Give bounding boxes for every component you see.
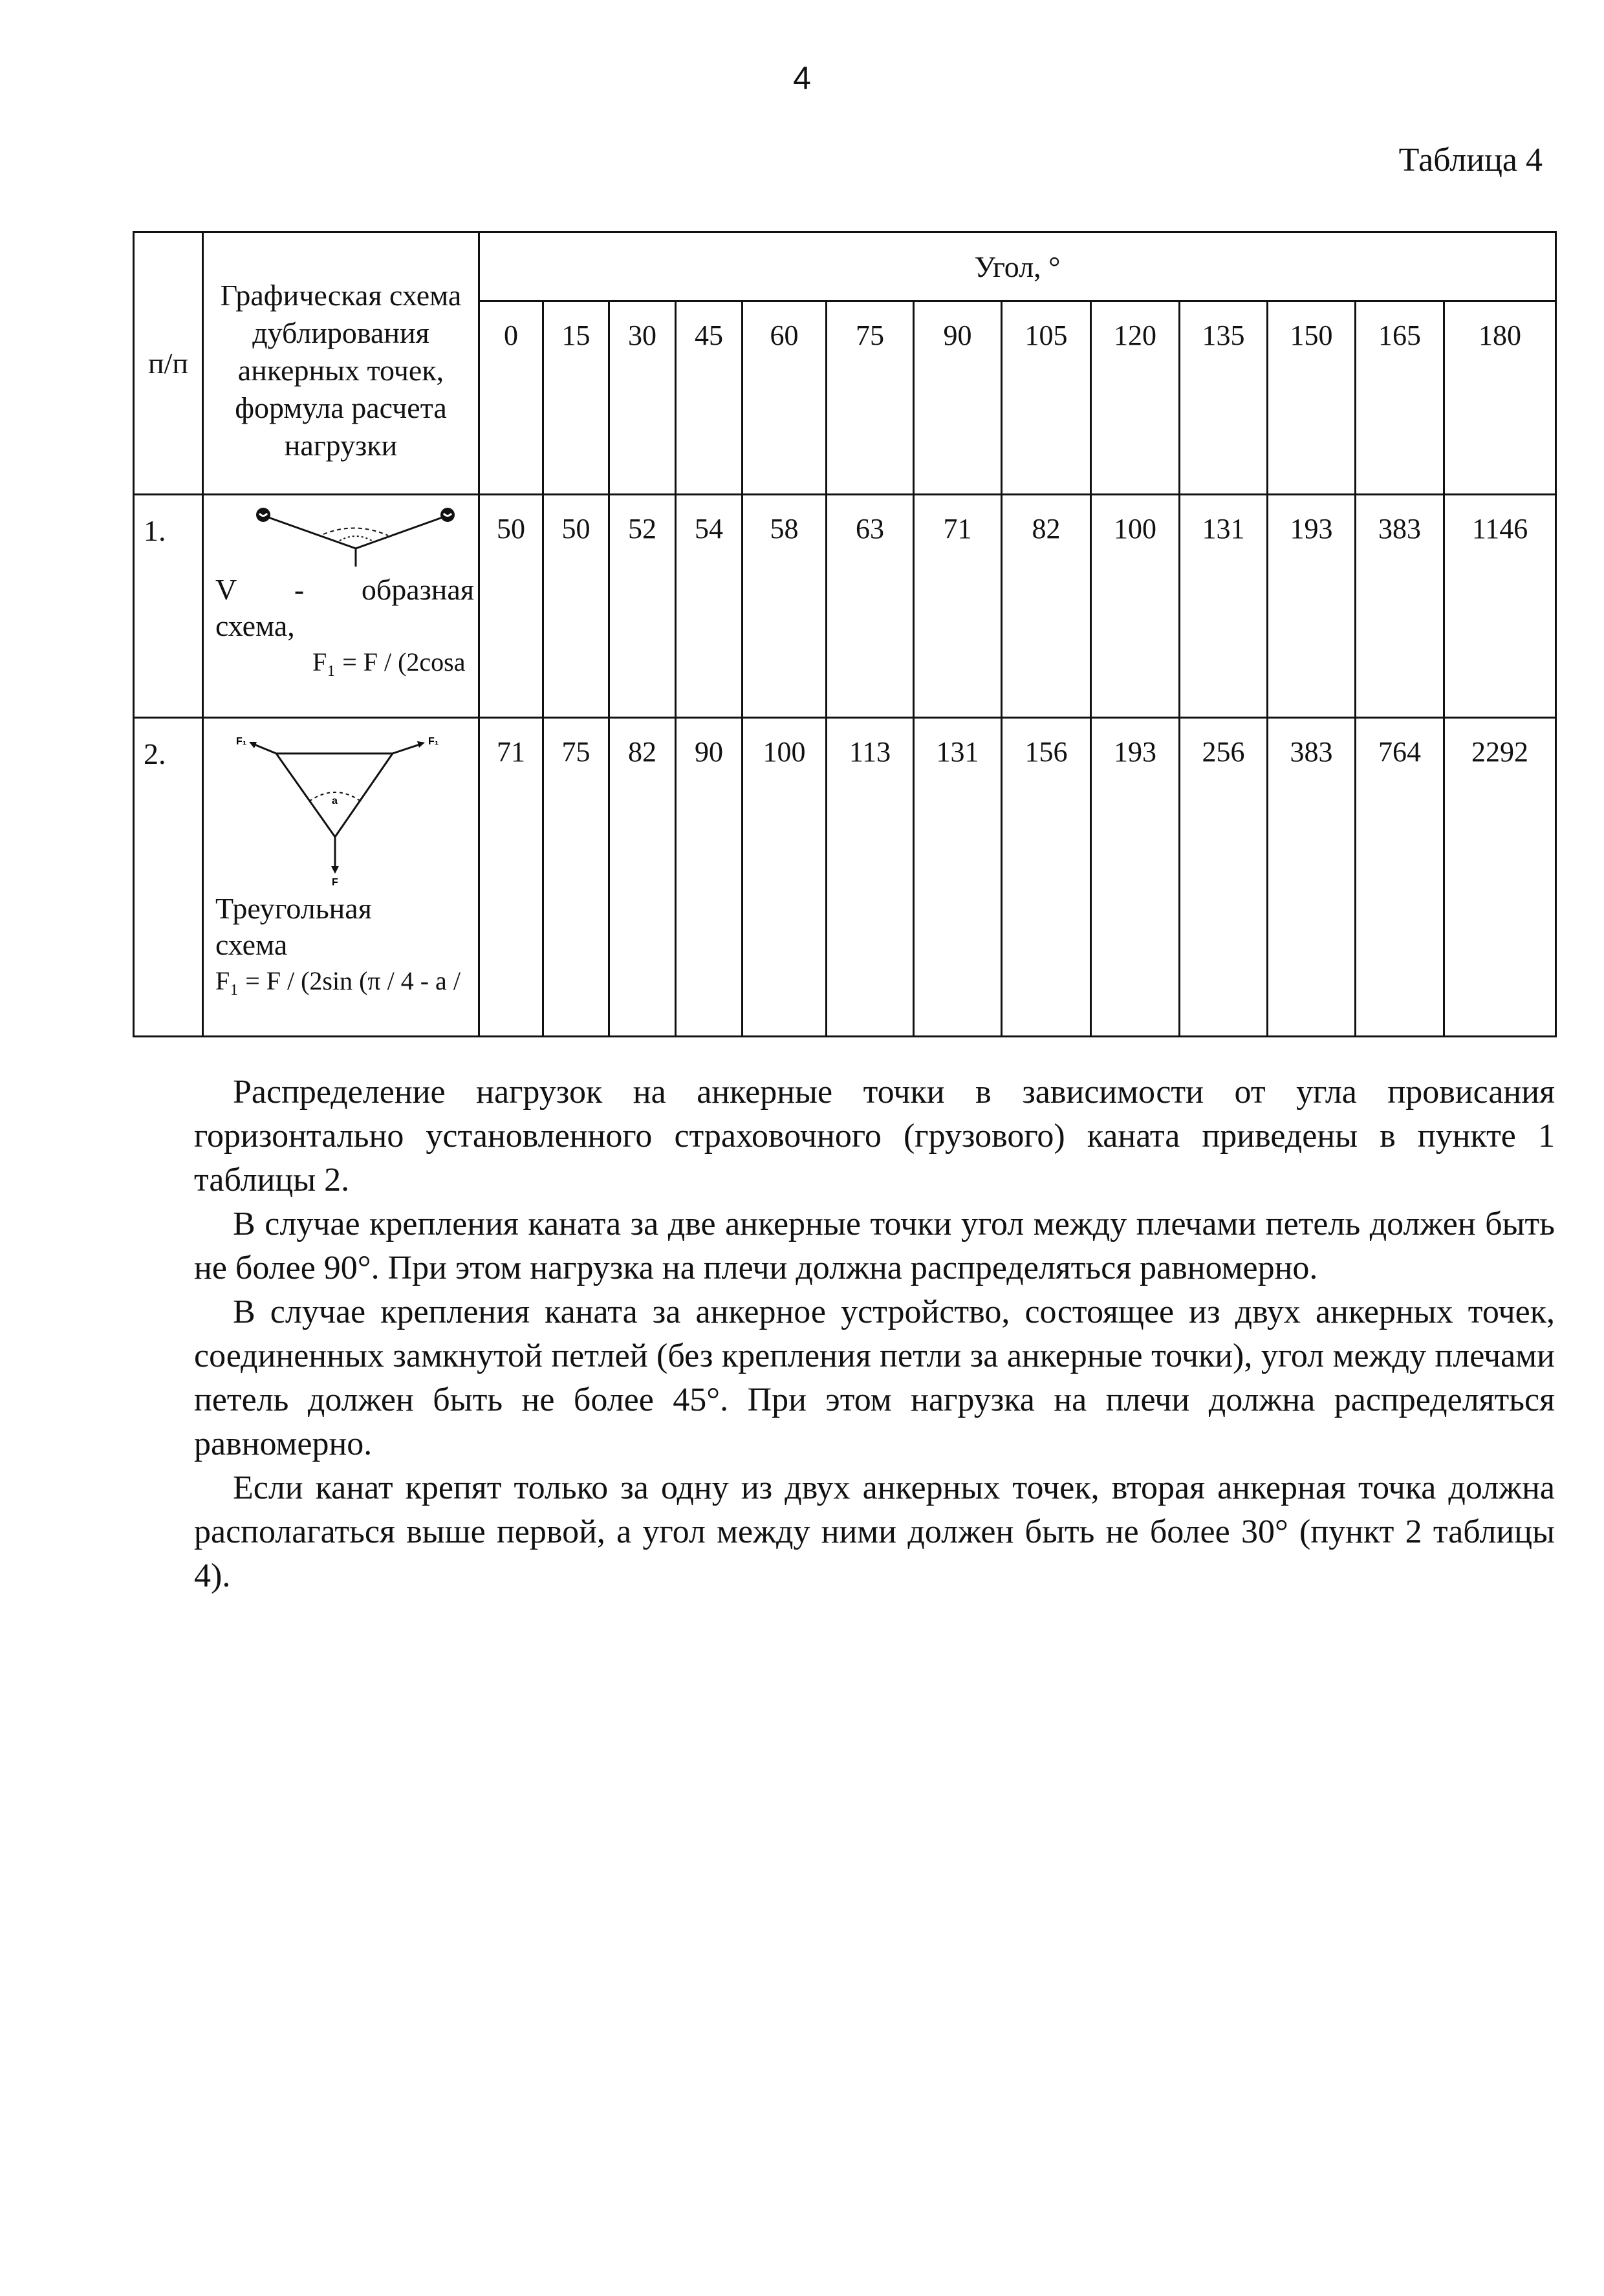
angle-header-cell: 15 [543,301,609,495]
col-header-num: п/п [134,232,203,495]
row-number: 1. [134,495,203,718]
load-value-cell: 50 [479,495,543,718]
load-value-cell: 383 [1356,495,1444,718]
load-value-cell: 90 [676,718,742,1037]
load-value-cell: 63 [827,495,914,718]
load-value-cell: 100 [1091,495,1180,718]
angle-header-cell: 150 [1268,301,1356,495]
col-header-angle: Угол, ° [479,232,1556,301]
load-value-cell: 82 [609,718,676,1037]
load-value-cell: 193 [1268,495,1356,718]
row-number: 2. [134,718,203,1037]
load-value-cell: 82 [1002,495,1091,718]
force-label-left: F₁ [236,736,247,747]
load-formula: F₁ = F / (2cosa [312,647,466,677]
angle-header-cell: 120 [1091,301,1180,495]
load-value-cell: 256 [1180,718,1268,1037]
load-value-cell: 193 [1091,718,1180,1037]
load-value-cell: 2292 [1444,718,1556,1037]
load-value-cell: 156 [1002,718,1091,1037]
paragraph: В случае крепления каната за анкерное устройство, состоящее из двух анкерных точек, соединенных замкнутой петлей (без крепления петли за анкерные точки), угол между плечами петель должен быть не более 45°. При этом нагрузка на плечи должна распределяться равномерно. [194,1294,1555,1462]
angle-label: a [332,796,338,807]
body-text [194,1070,1555,1598]
load-value-cell: 113 [827,718,914,1037]
angle-header-cell: 75 [827,301,914,495]
paragraph: Если канат крепят только за одну из двух анкерных точек, вторая анкерная точка должна располагаться выше первой, а угол между ними должен быть не более 30° (пункт 2 таблицы 4). [194,1469,1555,1594]
angle-header-cell: 45 [676,301,742,495]
angle-header-cell: 105 [1002,301,1091,495]
col-header-scheme: Графическая схема дублирования анкерных точек, формула расчета нагрузки [203,232,479,495]
load-table [133,231,1557,1037]
triangular-anchor-diagram [204,719,479,887]
load-value-cell: 71 [479,718,543,1037]
load-value-cell: 50 [543,495,609,718]
load-value-cell: 100 [742,718,827,1037]
scheme-name-part: V [215,573,237,606]
scheme-name-part: образная [361,573,474,606]
force-label-right: F₁ [428,736,439,747]
load-value-cell: 131 [1180,495,1268,718]
table-caption: Таблица 4 [1398,142,1543,179]
load-value-cell: 58 [742,495,827,718]
scheme-name [204,891,478,999]
scheme-name-part: схема [215,928,288,961]
table-row [134,718,1556,1037]
scheme-cell [203,718,479,1037]
load-value-cell: 1146 [1444,495,1556,718]
scheme-name [204,572,478,680]
header-row-top [134,232,1556,301]
angle-header-cell: 60 [742,301,827,495]
load-value-cell: 75 [543,718,609,1037]
load-value-cell: 383 [1268,718,1356,1037]
load-value-cell: 131 [914,718,1002,1037]
force-label-bottom: F [332,877,338,887]
load-value-cell: 54 [676,495,742,718]
angle-header-cell: 135 [1180,301,1268,495]
load-value-cell: 52 [609,495,676,718]
angle-header-cell: 90 [914,301,1002,495]
scheme-name-part: - [294,573,305,606]
load-value-cell: 764 [1356,718,1444,1037]
table-row [134,495,1556,718]
load-value-cell: 71 [914,495,1002,718]
angle-header-cell: 165 [1356,301,1444,495]
scheme-cell [203,495,479,718]
scheme-name-part: Треугольная [215,892,372,925]
angle-header-cell: 180 [1444,301,1556,495]
v-shaped-anchor-diagram [204,495,479,567]
angle-header-cell: 30 [609,301,676,495]
paragraph: В случае крепления каната за две анкерные точки угол между плечами петель должен быть не более 90°. При этом нагрузка на плечи должна распределяться равномерно. [194,1206,1555,1286]
page-number: 4 [793,60,811,96]
angle-header-cell: 0 [479,301,543,495]
scheme-name-part: схема, [215,609,295,642]
paragraph: Распределение нагрузок на анкерные точки в зависимости от угла провисания горизонтально установленного страховочного (грузового) каната приведены в пункте 1 таблицы 2. [194,1074,1555,1198]
load-formula: F₁ = F / (2sin (π / 4 - a / [215,966,461,995]
